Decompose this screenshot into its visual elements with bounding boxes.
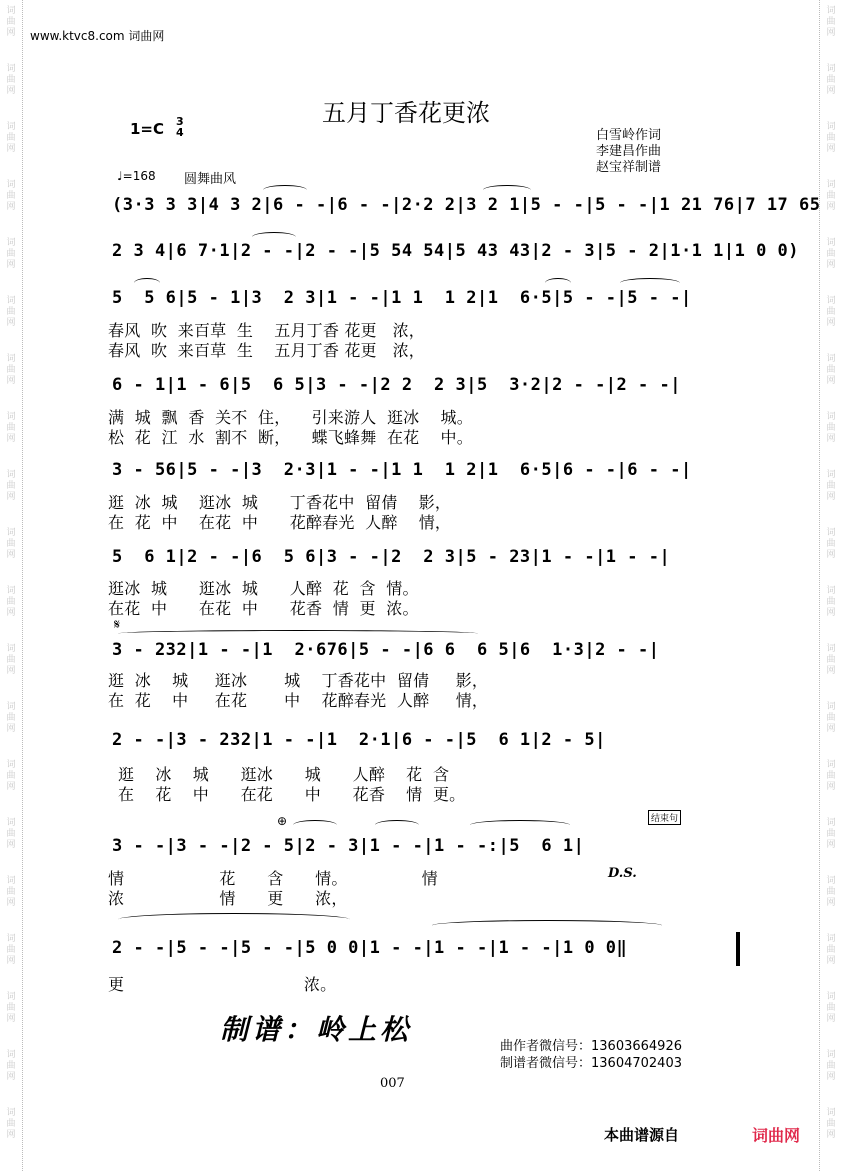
lyrics-line-6-verse-2: 在 花 中 在花 中 花香 情 更。	[118, 785, 466, 804]
lyrics-line-1-verse-2: 春风 吹 来百草 生 五月丁香 花更 浓，	[108, 341, 426, 360]
watermark-text: 词 曲 网	[6, 412, 16, 444]
score-line-6: 2 - -|3 - 232|1 - -|1 2·1|6 - -|5 6 1|2 - 5|	[112, 730, 606, 750]
watermark-text: 词 曲 网	[6, 760, 16, 792]
lyrics-line-2-verse-1: 满 城 飘 香 关不 住， 引来游人 逛冰 城。	[108, 408, 473, 427]
lyrics-line-2-verse-2: 松 花 江 水 割不 断， 蝶飞蜂舞 在花 中。	[108, 428, 473, 447]
watermark-text: 词 曲 网	[826, 818, 836, 850]
watermark-text: 词 曲 网	[6, 1108, 16, 1140]
slur	[263, 185, 307, 195]
tempo-mark: ♩=168	[117, 169, 156, 183]
ending-label: 结束句	[648, 810, 681, 825]
watermark-text: 词 曲 网	[6, 586, 16, 618]
lyrics-line-1-verse-1: 春风 吹 来百草 生 五月丁香 花更 浓，	[108, 321, 426, 340]
style-mark: 圆舞曲风	[184, 172, 237, 187]
score-line-3: 3 - 56|5 - -|3 2·3|1 - -|1 1 1 2|1 6·5|6 - -|6 - -|	[112, 460, 692, 480]
arranger-credit: 赵宝祥制谱	[596, 160, 662, 175]
lyricist-credit: 白雪岭作词	[596, 128, 662, 143]
watermark-text: 词 曲 网	[826, 644, 836, 676]
coda-sign: ⊕	[277, 814, 288, 828]
slur	[483, 185, 531, 195]
slur	[118, 913, 350, 926]
watermark-text: 词 曲 网	[826, 180, 836, 212]
watermark-text: 词 曲 网	[826, 354, 836, 386]
score-intro-line-1: (3·3 3 3|4 3 2|6 - -|6 - -|2·2 2|3 2 1|5 - -|5 - -|1 21 76|7 17 65	[112, 195, 821, 215]
score-line-1: 5 5 6|5 - 1|3 2 3|1 - -|1 1 1 2|1 6·5|5 - -|5 - -|	[112, 288, 692, 308]
song-title: 五月丁香花更浓	[322, 99, 490, 127]
lyrics-line-6-verse-1: 逛 冰 城 逛冰 城 人醉 花 含	[118, 765, 450, 784]
time-signature	[176, 116, 184, 138]
arranger-signature: 制谱：岭上松	[220, 1013, 413, 1046]
watermark-text: 词 曲 网	[6, 6, 16, 38]
dal-segno-mark: D.S.	[608, 866, 637, 881]
source-site-logo[interactable]: 词曲网	[752, 1126, 801, 1145]
lyrics-line-8-verse-1: 更 浓。	[108, 975, 337, 994]
watermark-text: 词 曲 网	[6, 64, 16, 96]
score-line-2: 6 - 1|1 - 6|5 6 5|3 - -|2 2 2 3|5 3·2|2 - -|2 - -|	[112, 375, 681, 395]
watermark-text: 词 曲 网	[826, 238, 836, 270]
left-watermark-strip	[0, 0, 23, 1171]
watermark-text: 词 曲 网	[826, 934, 836, 966]
score-line-7: 3 - -|3 - -|2 - 5|2 - 3|1 - -|1 - -:|5 6 1|	[112, 836, 585, 856]
lyrics-line-7-verse-1: 情 花 含 情。 情	[108, 869, 438, 888]
slur	[293, 820, 337, 830]
lyrics-line-5-verse-1: 逛 冰 城 逛冰 城 丁香花中 留倩 影，	[108, 671, 489, 690]
watermark-text: 词 曲 网	[6, 1050, 16, 1082]
slur	[252, 232, 296, 242]
watermark-text: 词 曲 网	[6, 934, 16, 966]
slur	[470, 820, 570, 830]
watermark-text: 词 曲 网	[826, 760, 836, 792]
watermark-text: 词 曲 网	[6, 470, 16, 502]
watermark-text: 词 曲 网	[826, 528, 836, 560]
watermark-text: 词 曲 网	[826, 296, 836, 328]
slur	[545, 278, 571, 288]
lyrics-line-5-verse-2: 在 花 中 在花 中 花醉春光 人醉 情，	[108, 691, 489, 710]
score-intro-line-2: 2 3 4|6 7·1|2 - -|2 - -|5 54 54|5 43 43|2 - 3|5 - 2|1·1 1|1 0 0)	[112, 241, 800, 261]
slur	[375, 820, 419, 830]
watermark-text: 词 曲 网	[826, 64, 836, 96]
watermark-text: 词 曲 网	[826, 122, 836, 154]
composer-credit: 李建昌作曲	[596, 144, 662, 159]
watermark-text: 词 曲 网	[826, 702, 836, 734]
watermark-text: 词 曲 网	[6, 122, 16, 154]
arranger-wechat: 制谱者微信号：13604702403	[500, 1056, 682, 1071]
watermark-text: 词 曲 网	[826, 470, 836, 502]
composer-wechat: 曲作者微信号：13603664926	[500, 1039, 682, 1054]
watermark-text: 词 曲 网	[6, 180, 16, 212]
key-signature: 1=C	[130, 120, 165, 138]
lyrics-line-4-verse-2: 在花 中 在花 中 花香 情 更 浓。	[108, 599, 419, 618]
score-line-4: 5 6 1|2 - -|6 5 6|3 - -|2 2 3|5 - 23|1 - -|1 - -|	[112, 547, 671, 567]
slur	[432, 920, 662, 931]
meter-top: 3	[176, 115, 184, 128]
watermark-text: 词 曲 网	[6, 354, 16, 386]
watermark-text: 词 曲 网	[826, 1108, 836, 1140]
watermark-text: 词 曲 网	[6, 876, 16, 908]
slur	[620, 278, 680, 288]
watermark-text: 词 曲 网	[6, 238, 16, 270]
watermark-text: 词 曲 网	[6, 702, 16, 734]
watermark-text: 词 曲 网	[826, 876, 836, 908]
score-line-8: 2 - -|5 - -|5 - -|5 0 0|1 - -|1 - -|1 - -|1 0 0‖	[112, 938, 628, 958]
score-line-5: 3 - 232|1 - -|1 2·676|5 - -|6 6 6 5|6 1·3|2 - -|	[112, 640, 660, 660]
site-url[interactable]: www.ktvc8.com 词曲网	[30, 29, 165, 43]
watermark-text: 词 曲 网	[826, 586, 836, 618]
lyrics-line-7-verse-2: 浓 情 更 浓，	[108, 889, 348, 908]
source-label: 本曲谱源自	[604, 1126, 680, 1144]
final-barline	[736, 932, 740, 966]
watermark-text: 词 曲 网	[6, 528, 16, 560]
watermark-text: 词 曲 网	[6, 992, 16, 1024]
slur	[134, 278, 160, 288]
watermark-text: 词 曲 网	[6, 296, 16, 328]
slur	[118, 630, 478, 637]
watermark-text: 词 曲 网	[826, 1050, 836, 1082]
watermark-text: 词 曲 网	[826, 412, 836, 444]
page-number: 007	[380, 1076, 405, 1091]
watermark-text: 词 曲 网	[826, 992, 836, 1024]
watermark-text: 词 曲 网	[826, 6, 836, 38]
watermark-text: 词 曲 网	[6, 818, 16, 850]
lyrics-line-4-verse-1: 逛冰 城 逛冰 城 人醉 花 含 情。	[108, 579, 419, 598]
right-watermark-strip	[819, 0, 842, 1171]
segno-sign: 𝄋	[114, 617, 121, 633]
lyrics-line-3-verse-2: 在 花 中 在花 中 花醉春光 人醉 情，	[108, 513, 452, 532]
meter-bottom: 4	[176, 126, 184, 139]
watermark-text: 词 曲 网	[6, 644, 16, 676]
lyrics-line-3-verse-1: 逛 冰 城 逛冰 城 丁香花中 留倩 影，	[108, 493, 452, 512]
